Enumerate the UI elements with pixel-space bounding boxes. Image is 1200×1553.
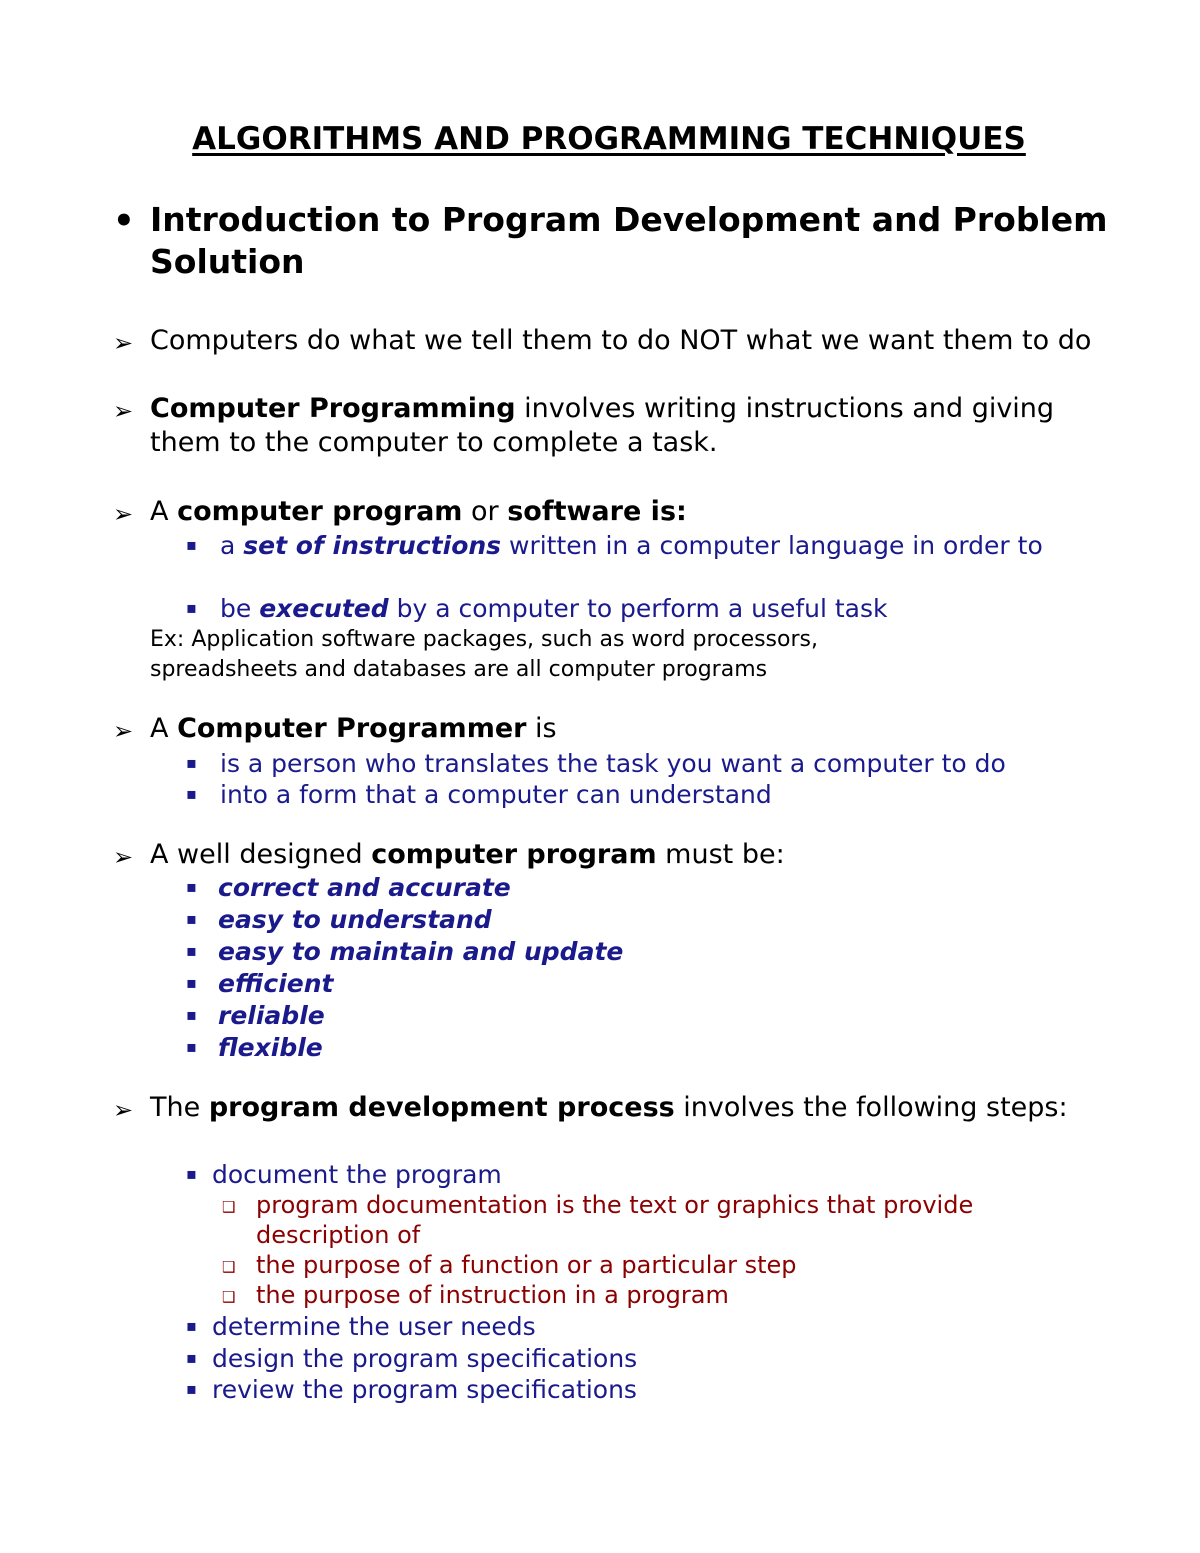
square-bullet-icon: ▪ xyxy=(186,535,197,554)
list-item-text: a xyxy=(220,531,244,560)
arrow-bullet-icon: ➢ xyxy=(113,843,134,871)
list-item: is a person who translates the task you want a computer to do xyxy=(220,749,1006,778)
list-item: correct and accurate xyxy=(218,873,511,902)
section-heading: Introduction to Program Development and Problem Solution xyxy=(150,200,1108,281)
square-bullet-icon: ▪ xyxy=(186,941,197,960)
square-bullet-icon: ▪ xyxy=(186,784,197,803)
arrow-bullet-icon: ➢ xyxy=(113,717,134,745)
list-item-emphasis: executed xyxy=(259,594,389,623)
list-item: into a form that a computer can understand xyxy=(220,780,772,809)
paragraph-text: or xyxy=(462,496,508,527)
paragraph-programmer xyxy=(150,712,1110,746)
sub-list-item: the purpose of a function or a particular step xyxy=(256,1251,797,1279)
term-computer-programmer: Computer Programmer xyxy=(177,713,527,744)
paragraph-text: involves the following steps: xyxy=(674,1092,1068,1123)
paragraph-programming xyxy=(150,392,1110,460)
square-bullet-icon: ▪ xyxy=(186,973,197,992)
list-item: efficient xyxy=(218,969,334,998)
arrow-bullet-icon: ➢ xyxy=(113,1096,134,1124)
term-computer-program: computer program xyxy=(177,496,463,527)
paragraph-text: A xyxy=(150,496,178,527)
paragraph-computers: Computers do what we tell them to do NOT what we want them to do xyxy=(150,325,1092,356)
square-bullet-icon: ▪ xyxy=(186,909,197,928)
page-title: ALGORITHMS AND PROGRAMMING TECHNIQUES xyxy=(192,121,1026,157)
sub-list-item: program documentation is the text or graphics that provide description of xyxy=(256,1191,974,1249)
square-bullet-icon: ▪ xyxy=(186,1379,197,1398)
square-bullet-icon: ▪ xyxy=(186,1164,197,1183)
term-computer-programming: Computer Programming xyxy=(150,393,516,424)
list-item: determine the user needs xyxy=(212,1312,536,1341)
paragraph-text: is xyxy=(526,713,557,744)
list-item-text: written in a computer language in order to xyxy=(501,531,1043,560)
hollow-square-bullet-icon: ❑ xyxy=(222,1288,236,1306)
arrow-bullet-icon: ➢ xyxy=(113,397,134,425)
paragraph-program-definition xyxy=(150,495,1110,529)
term-software: software is: xyxy=(507,496,687,527)
paragraph-text: The xyxy=(150,1092,209,1123)
term-computer-program: computer program xyxy=(371,839,657,870)
list-item: design the program specifications xyxy=(212,1344,638,1373)
square-bullet-icon: ▪ xyxy=(186,877,197,896)
list-item xyxy=(220,593,1120,625)
list-item-text: by a computer to perform a useful task xyxy=(388,594,888,623)
list-item: easy to maintain and update xyxy=(218,937,624,966)
square-bullet-icon: ▪ xyxy=(186,1037,197,1056)
list-item: easy to understand xyxy=(218,905,492,934)
square-bullet-icon: ▪ xyxy=(186,1316,197,1335)
paragraph-text: A xyxy=(150,713,178,744)
paragraph-text: A well designed xyxy=(150,839,372,870)
square-bullet-icon: ▪ xyxy=(186,1005,197,1024)
bullet-dot-icon: • xyxy=(113,201,135,241)
list-item-text: be xyxy=(220,594,260,623)
paragraph-development-process xyxy=(150,1091,1090,1125)
arrow-bullet-icon: ➢ xyxy=(113,329,134,357)
square-bullet-icon: ▪ xyxy=(186,1348,197,1367)
list-item: review the program specifications xyxy=(212,1375,637,1404)
hollow-square-bullet-icon: ❑ xyxy=(222,1258,236,1276)
term-program-development-process: program development process xyxy=(208,1092,675,1123)
paragraph-text: involves writing instructions and giving them to the computer to complete a task. xyxy=(150,393,1055,458)
square-bullet-icon: ▪ xyxy=(186,753,197,772)
sub-list-item: the purpose of instruction in a program xyxy=(256,1281,729,1309)
hollow-square-bullet-icon: ❑ xyxy=(222,1198,236,1216)
square-bullet-icon: ▪ xyxy=(186,598,197,617)
list-item xyxy=(220,530,1100,562)
list-item: document the program xyxy=(212,1160,502,1189)
example-text: Ex: Application software packages, such as word processors, spreadsheets and databases are all computer programs xyxy=(150,627,818,682)
list-item: reliable xyxy=(218,1001,325,1030)
list-item-emphasis: set of instructions xyxy=(243,531,502,560)
paragraph-well-designed xyxy=(150,838,1110,872)
paragraph-text: must be: xyxy=(656,839,785,870)
arrow-bullet-icon: ➢ xyxy=(113,500,134,528)
list-item: flexible xyxy=(218,1033,323,1062)
